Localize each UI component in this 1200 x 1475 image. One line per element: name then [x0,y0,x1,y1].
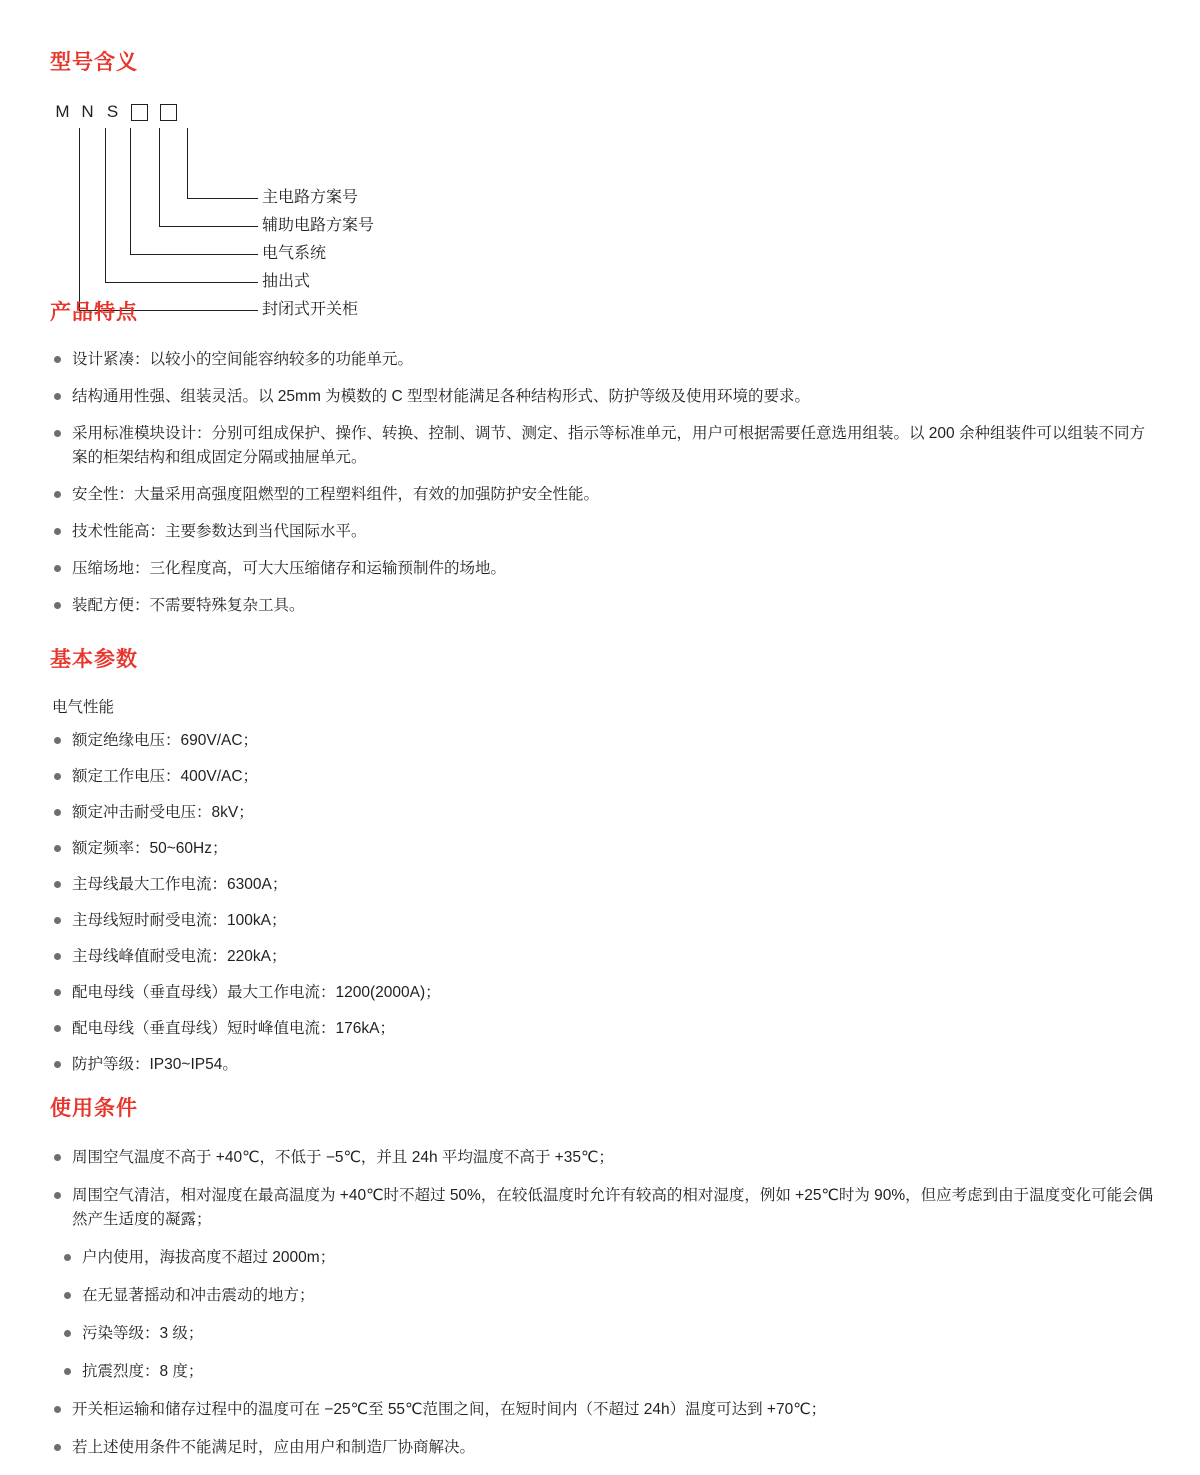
list-item: 装配方便：不需要特殊复杂工具。 [50,594,1160,618]
list-item: 技术性能高：主要参数达到当代国际水平。 [50,520,1160,544]
list-item: 额定冲击耐受电压：8kV； [50,801,850,825]
basic-parameters-section [50,643,850,1089]
list-item: 额定绝缘电压：690V/AC； [50,729,850,753]
model-letter-n: N [81,102,94,121]
leader-line-5 [79,128,258,311]
model-code [50,102,183,122]
list-item: 主母线峰值耐受电流：220kA； [50,945,850,969]
list-item: 污染等级：3 级； [60,1322,1160,1346]
list-item: 设计紧凑：以较小的空间能容纳较多的功能单元。 [50,348,1160,372]
features-list [50,348,1160,618]
leader-label-3: 电气系统 [262,245,327,262]
parameters-subtitle: 电气性能 [52,699,115,716]
leader-label-4: 抽出式 [262,273,311,290]
list-item: 主母线短时耐受电流：100kA； [50,909,850,933]
section-title-model: 型号含义 [50,51,138,74]
section-title-features: 产品特点 [50,301,138,324]
list-item: 配电母线（垂直母线）短时峰值电流：176kA； [50,1017,850,1041]
list-item: 主母线最大工作电流：6300A； [50,873,850,897]
list-item: 周围空气清洁，相对湿度在最高温度为 +40℃时不超过 50%，在较低温度时允许有较高的相对湿度，例如 +25℃时为 90%，但应考虑到由于温度变化可能会偶然产生适度的凝露； [50,1184,1160,1232]
list-item: 安全性：大量采用高强度阻燃型的工程塑料组件，有效的加强防护安全性能。 [50,483,1160,507]
list-item: 压缩场地：三化程度高，可大大压缩储存和运输预制件的场地。 [50,557,1160,581]
list-item: 户内使用，海拔高度不超过 2000m； [60,1246,1160,1270]
list-item: 开关柜运输和储存过程中的温度可在 −25℃至 55℃范围之间，在短时间内（不超过 24h）温度可达到 +70℃； [50,1398,1160,1422]
section-title-conditions: 使用条件 [50,1097,138,1120]
list-item: 若上述使用条件不能满足时，应由用户和制造厂协商解决。 [50,1436,1160,1460]
leader-label-2: 辅助电路方案号 [262,217,375,234]
leader-label-1: 主电路方案号 [262,189,359,206]
list-item: 周围空气温度不高于 +40℃，不低于 −5℃，并且 24h 平均温度不高于 +35℃； [50,1146,1160,1170]
section-title-parameters: 基本参数 [50,648,138,671]
product-features-section [50,296,1160,631]
operating-conditions-section [50,1092,1160,1474]
model-letter-s: S [106,102,119,121]
list-item: 采用标准模块设计：分别可组成保护、操作、转换、控制、调节、测定、指示等标准单元，用户可根据需要任意选用组装。以 200 余种组装件可以组装不同方案的柜架结构和组成固定分隔或抽屉单元。 [50,422,1160,470]
model-box-2 [160,104,177,121]
list-item: 在无显著摇动和冲击震动的地方； [60,1284,1160,1308]
model-letter-m: M [55,102,70,121]
list-item: 配电母线（垂直母线）最大工作电流：1200(2000A)； [50,981,850,1005]
leader-label-5: 封闭式开关柜 [262,301,359,318]
list-item: 结构通用性强、组装灵活。以 25mm 为模数的 C 型型材能满足各种结构形式、防护等级及使用环境的要求。 [50,385,1160,409]
list-item: 额定工作电压：400V/AC； [50,765,850,789]
list-item: 额定频率：50~60Hz； [50,837,850,861]
model-box-1 [131,104,148,121]
parameters-list [50,729,850,1077]
list-item: 防护等级：IP30~IP54。 [50,1053,850,1077]
conditions-list [50,1146,1160,1460]
list-item: 抗震烈度：8 度； [60,1360,1160,1384]
